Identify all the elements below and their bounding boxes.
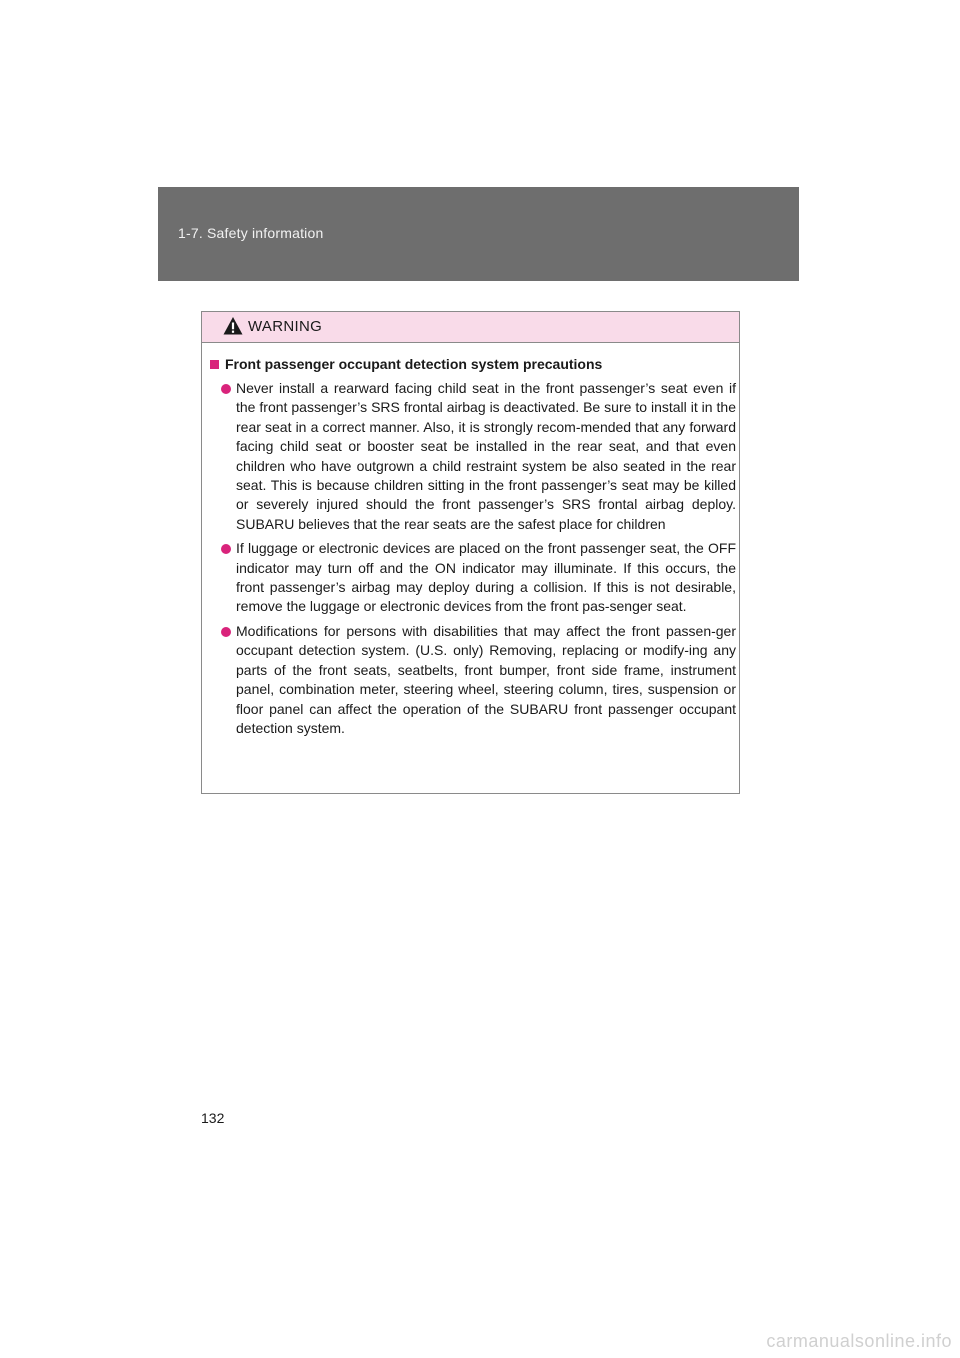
circle-bullet-icon: [221, 627, 231, 637]
section-heading-text: Front passenger occupant detection system precautions: [225, 356, 603, 372]
section-title: 1-7. Safety information: [178, 225, 324, 241]
list-item: [219, 539, 736, 617]
watermark: carmanualsonline.info: [766, 1331, 952, 1351]
warning-body: [202, 343, 739, 738]
circle-bullet-icon: [221, 544, 231, 554]
warning-header: [202, 312, 739, 343]
warning-label: WARNING: [248, 318, 323, 335]
list-item: [219, 622, 736, 738]
warning-triangle-icon: [223, 316, 243, 336]
section-heading: [210, 354, 739, 374]
list-item-text: Never install a rearward facing child seat in the front passenger’s seat even if the front passenger’s SRS frontal airbag is deactivated. Be sure to install it in the rear seat in a correct manner. Also, it is strongly recom-mended that any forward facing child seat or booster seat be installed in the rear seat, and that even children who have outgrown a child restraint system be also seated in the rear seat. This is because children sitting in the front passenger’s seat may be killed or severely injured should the front passenger’s SRS frontal airbag deploy. SUBARU believes that the rear seats are the safest place for children: [236, 380, 736, 532]
list-item: [219, 379, 736, 534]
list-item-text: If luggage or electronic devices are placed on the front passenger seat, the OFF indicator may turn off and the ON indicator may illuminate. If this occurs, the front passenger’s airbag may deploy during a collision. If this is not desirable, remove the luggage or electronic devices from the front pas-senger seat.: [236, 540, 736, 615]
warning-box: [201, 311, 740, 794]
circle-bullet-icon: [221, 384, 231, 394]
square-bullet-icon: [210, 360, 219, 369]
section-header-band: [158, 187, 799, 281]
page-number: 132: [201, 1110, 225, 1126]
list-item-text: Modifications for persons with disabilities that may affect the front passen-ger occupant detection system. (U.S. only) Removing, replacing or modify-ing any parts of the front seats, seatbelts, front bumper, front side frame, instrument panel, combination meter, steering wheel, steering column, tires, suspension or floor panel can affect the operation of the SUBARU front passenger occupant detection system.: [236, 622, 736, 736]
